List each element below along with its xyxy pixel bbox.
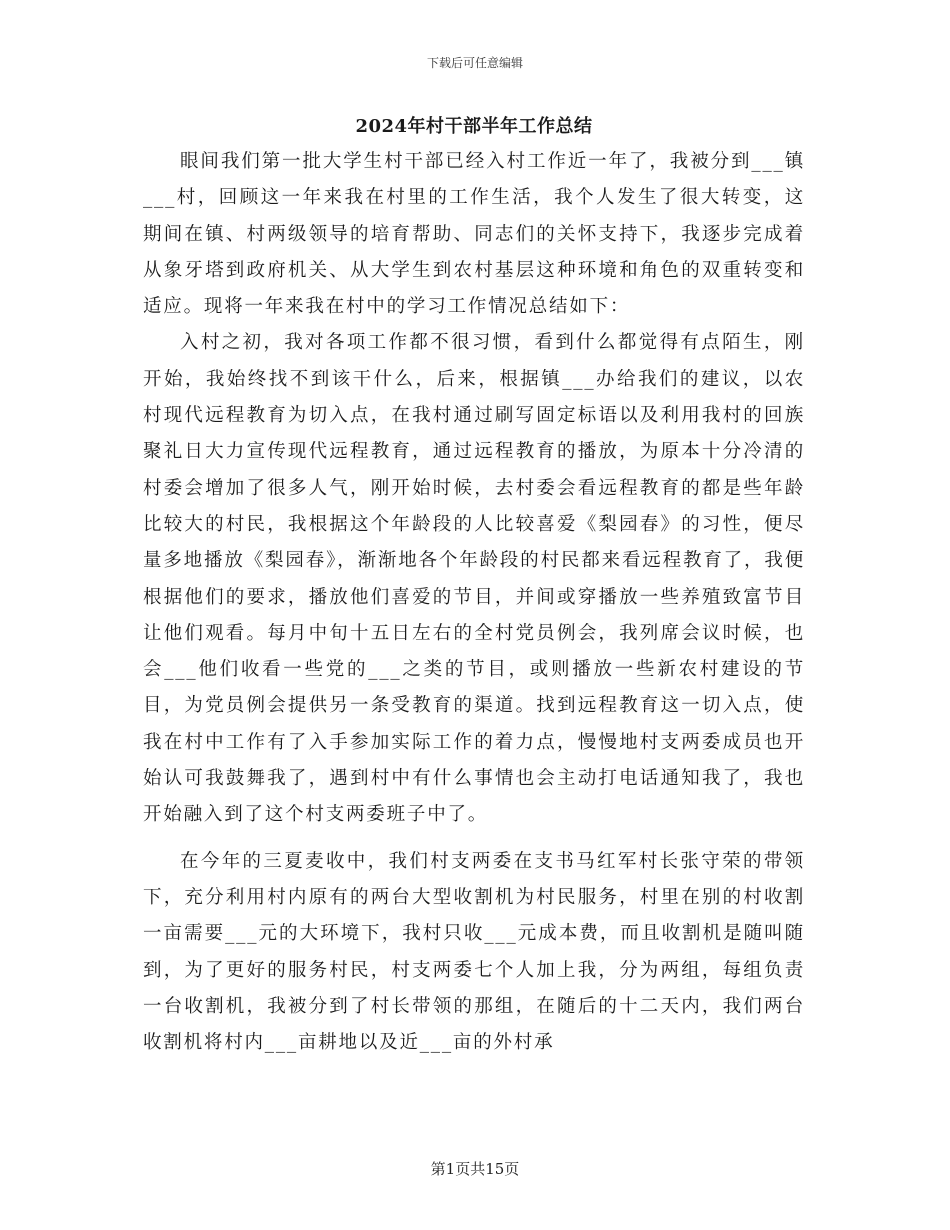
page-header: 下载后可任意编辑 xyxy=(426,56,523,70)
paragraph-1: 眼间我们第一批大学生村干部已经入村工作近一年了，我被分到___镇___村，回顾这一年来我在村里的工作生活，我个人发生了很大转变，这期间在镇、村两级领导的培育帮助、同志们的关怀支持下，我逐步完成着从象牙塔到政府机关、从大学生到农村基层这种环境和角色的双重转变和适应。现将一年来我在村中的学习工作情况总结如下： xyxy=(143,151,805,318)
paragraph-2: 入村之初，我对各项工作都不很习惯，看到什么都觉得有点陌生，刚开始，我始终找不到该干什么，后来，根据镇___办给我们的建议，以农村现代远程教育为切入点，在我村通过刷写固定标语以及利用我村的回族聚礼日大力宣传现代远程教育，通过远程教育的播放，为原本十分冷清的村委会增加了很多人气，刚开始时候，去村委会看远程教育的都是些年龄比较大的村民，我根据这个年龄段的人比较喜爱《梨园春》的习性，便尽量多地播放《梨园春》，渐渐地各个年龄段的村民都来看远程教育了，我便根据他们的要求，播放他们喜爱的节目，并间或穿播放一些养殖致富节目让他们观看。每月中旬十五日左右的全村党员例会，我列席会议时候，也会___他们收看一些党的___之类的节目，或则播放一些新农村建设的节目，为党员例会提供另一条受教育的渠道。找到远程教育这一切入点，使我在村中工作有了入手参加实际工作的着力点，慢慢地村支两委成员也开始认可我鼓舞我了，遇到村中有什么事情也会主动打电话通知我了，我也开始融入到了这个村支两委班子中了。 xyxy=(143,332,805,826)
document-body xyxy=(143,112,805,1061)
page-number: 第1页共15页 xyxy=(430,1160,520,1178)
paragraph-3: 在今年的三夏麦收中，我们村支两委在支书马红军村长张守荣的带领下，充分利用村内原有的两台大型收割机为村民服务，村里在别的村收割一亩需要___元的大环境下，我村只收___元成本费，而且收割机是随叫随到，为了更好的服务村民，村支两委七个人加上我，分为两组，每组负责一台收割机，我被分到了村长带领的那组，在随后的十二天内，我们两台收割机将村内___亩耕地以及近___亩的外村承 xyxy=(143,850,805,1054)
document-title: 2024年村干部半年工作总结 xyxy=(355,116,593,137)
